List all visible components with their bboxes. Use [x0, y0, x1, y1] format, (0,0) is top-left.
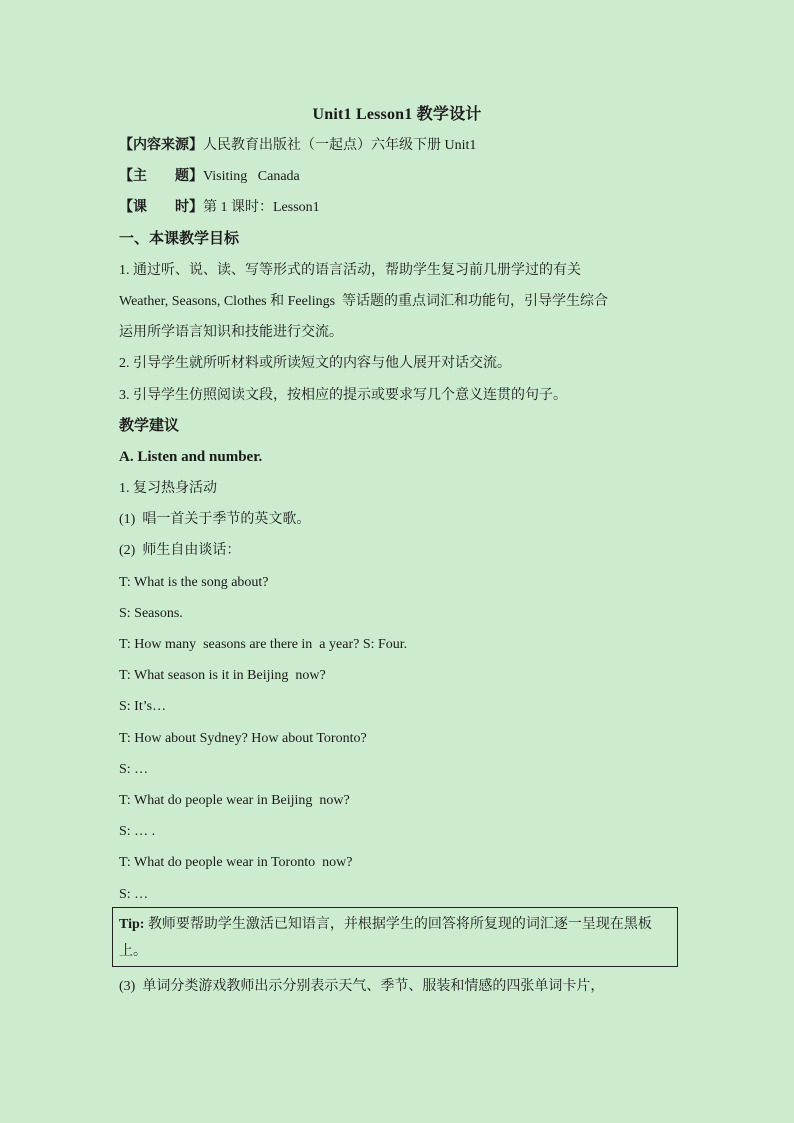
dialogue-line: T: How many seasons are there in a year? S: Four.: [119, 637, 408, 652]
document-body: [119, 130, 679, 910]
step1c: (3) 单词分类游戏教师出示分别表示天气、季节、服装和情感的四张单词卡片，: [119, 979, 605, 994]
dialogue-line: S: … .: [119, 824, 156, 840]
step1a: (1) 唱一首关于季节的英文歌。: [119, 512, 311, 528]
dialogue-line: S: …: [119, 886, 149, 902]
goal1-line2: Weather, Seasons, Clothes 和 Feelings 等话题的重点词汇和功能句，引导学生综合: [119, 293, 609, 309]
period-label: 【课 时】: [119, 200, 203, 216]
source-label: 【内容来源】: [119, 138, 203, 153]
source-value: 人民教育出版社（一起点）六年级下册 Unit1: [203, 138, 477, 153]
section1-heading: 一、本课教学目标: [119, 230, 240, 247]
dialogue-line: T: What is the song about?: [119, 574, 269, 590]
step1b: (2) 师生自由谈话：: [119, 543, 241, 559]
dialogue-line: T: What do people wear in Toronto now?: [119, 855, 353, 871]
page-title: Unit1 Lesson1 教学设计: [312, 106, 482, 123]
goal2: 2. 引导学生就所听材料或所读短文的内容与他人展开对话交流。: [119, 356, 511, 372]
goal3: 3. 引导学生仿照阅读文段，按相应的提示或要求写几个意义连贯的句子。: [119, 387, 567, 403]
dialogue-line: T: What season is it in Beijing now?: [119, 668, 326, 684]
goal1-line3: 运用所学语言知识和技能进行交流。: [119, 325, 343, 341]
tip-box: [112, 907, 678, 967]
tip-text: 教师要帮助学生激活已知语言，并根据学生的回答将所复现的词汇逐一呈现在黑板上。: [119, 917, 652, 959]
dialogue-line: T: What do people wear in Beijing now?: [119, 792, 350, 808]
section2-subheading: A. Listen and number.: [119, 448, 263, 465]
period-value: 第 1 课时：Lesson1: [203, 200, 320, 216]
topic-label: 【主 题】: [119, 169, 203, 185]
dialogue-line: S: Seasons.: [119, 605, 183, 621]
section2-heading: 教学建议: [119, 417, 180, 434]
tip-label: Tip:: [119, 917, 145, 932]
step1: 1. 复习热身活动: [119, 481, 217, 497]
topic-value: Visiting Canada: [203, 169, 300, 185]
goal1-line1: 1. 通过听、说、读、写等形式的语言活动，帮助学生复习前几册学过的有关: [119, 262, 581, 278]
dialogue-line: S: It’s…: [119, 699, 167, 715]
topic-line: [119, 161, 679, 192]
period-line: [119, 192, 679, 223]
dialogue-line: S: …: [119, 761, 149, 777]
source-line: [119, 130, 679, 161]
dialogue-line: T: How about Sydney? How about Toronto?: [119, 730, 367, 746]
